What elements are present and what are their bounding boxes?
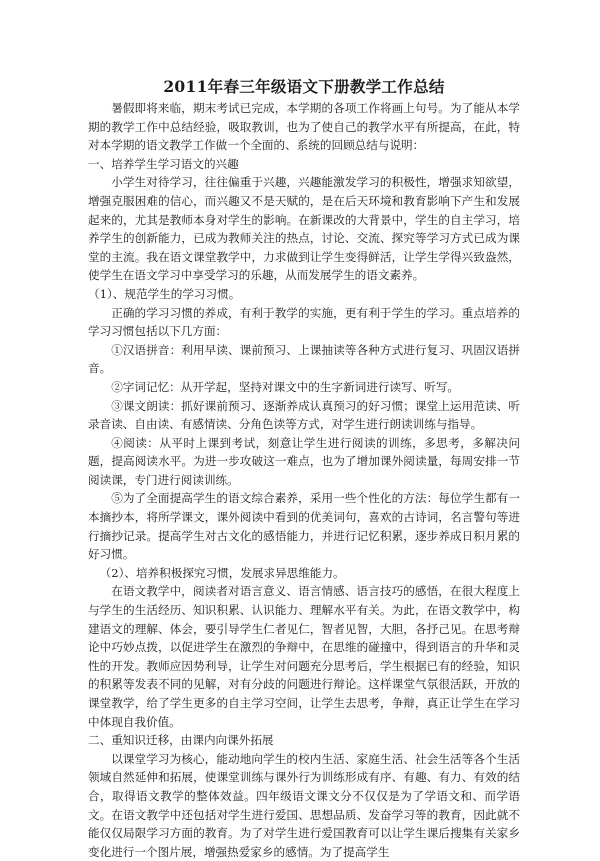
section-heading-1: 一、培养学生学习语文的兴趣 [88,156,239,171]
body-paragraph: 在语文教学中，阅读者对语言意义、语言情感、语言技巧的感悟，在很大程度上与学生的生活经历、知识积累、认识能力、理解水平有关。为此，在语文教学中，构建语文的理解、体会，要引导学生仁者见仁，智者见智，大胆，各抒己见。在思考辩论中巧妙点拨，以促进学生在激烈的争辩中，在思维的碰撞中，得到语言的升华和灵性的开发。教师应因势利导，让学生对问题充分思考后，学生根据已有的经验，知识的积累等发表不同的见解，对有分歧的问题进行辩论。这样课堂气氛很活跃，开放的课堂教学，给了学生更多的自主学习空间，让学生去思考，争辩，真正让学生在学习中体现自我价值。 [88,584,520,729]
subheading-1: （1）、规范学生的学习习惯。 [88,286,241,301]
list-item-vocabulary: ②字词记忆：从开学起，坚持对课文中的生字新词进行读写、听写。 [111,379,460,394]
list-item-reading: ④阅读：从平时上课到考试，刻意让学生进行阅读的训练，多思考，多解决问题，提高阅读水平。为进一步攻破这一难点，也为了增加课外阅读量，每周安排一节阅读课，专门进行阅读训练。 [88,435,520,487]
body-paragraph: 以课堂学习为核心，能动地向学生的校内生活、家庭生活、社会生活等各个生活领域自然延伸和拓展，使课堂训练与课外行为训练形成有序、有趣、有力、有效的结合，取得语文教学的整体效益。四年级语文课文分不仅仅是为了学语文和、而学语文。在语文教学中还包括对学生进行爱国、思想品质、发奋学习等的教育，因此就不能仅仅局限学习方面的教育。为了对学生进行爱国教育可以让学生课后搜集有关家乡变化进行一个图片展，增强热爱家乡的感情。为了提高学生 [88,751,520,859]
list-item-pinyin: ①汉语拼音：利用早读、课前预习、上课抽读等各种方式进行复习、巩固汉语拼音。 [88,342,520,376]
body-paragraph: 正确的学习习惯的养成，有利于教学的实施，更有利于学生的学习。重点培养的学习习惯包括以下几方面： [88,305,520,339]
list-item-reading-aloud: ③课文朗读：抓好课前预习、逐渐养成认真预习的好习惯；课堂上运用范读、听录音读、自由读、有感情读、分角色读等方式，对学生进行朗读训练与指导。 [88,398,520,432]
subheading-2: （2）、培养积极探究习惯，发展求异思维能力。 [99,565,345,580]
intro-paragraph: 暑假即将来临，期末考试已完成，本学期的各项工作将画上句号。为了能从本学期的教学工作中总结经验，吸取教训，也为了使自己的教学水平有所提高，在此，特对本学期的语文教学工作做一个全面的、系统的回顾总结与说明： [88,101,520,153]
section-heading-2: 二、重知识迁移，由课内向课外拓展 [88,733,274,748]
document-title: 2011年春三年级语文下册教学工作总结 [163,77,445,96]
document-page [88,76,520,861]
body-paragraph: 小学生对待学习，往往偏重于兴趣，兴趣能激发学习的积极性，增强求知欲望，增强克服困难的信心，而兴趣又不是天赋的，是在后天环境和教育影响下产生和发展起来的，尤其是教师本身对学生的影响。在新课改的大背景中，学生的自主学习，培养学生的创新能力，已成为教师关注的热点，讨论、交流、探究等学习方式已成为课堂的主流。我在语文课堂教学中，力求做到让学生变得鲜活，让学生学得兴致盎然，使学生在语文学习中享受学习的乐趣，从而发展学生的语文素养。 [88,175,520,283]
list-item-excerpts: ⑤为了全面提高学生的语文综合素养，采用一些个性化的方法：每位学生都有一本摘抄本，将所学课文，课外阅读中看到的优美词句，喜欢的古诗词，名言警句等进行摘抄记录。提高学生对古文化的感悟能力，并进行记忆积累，逐步养成日积月累的好习惯。 [88,491,520,562]
